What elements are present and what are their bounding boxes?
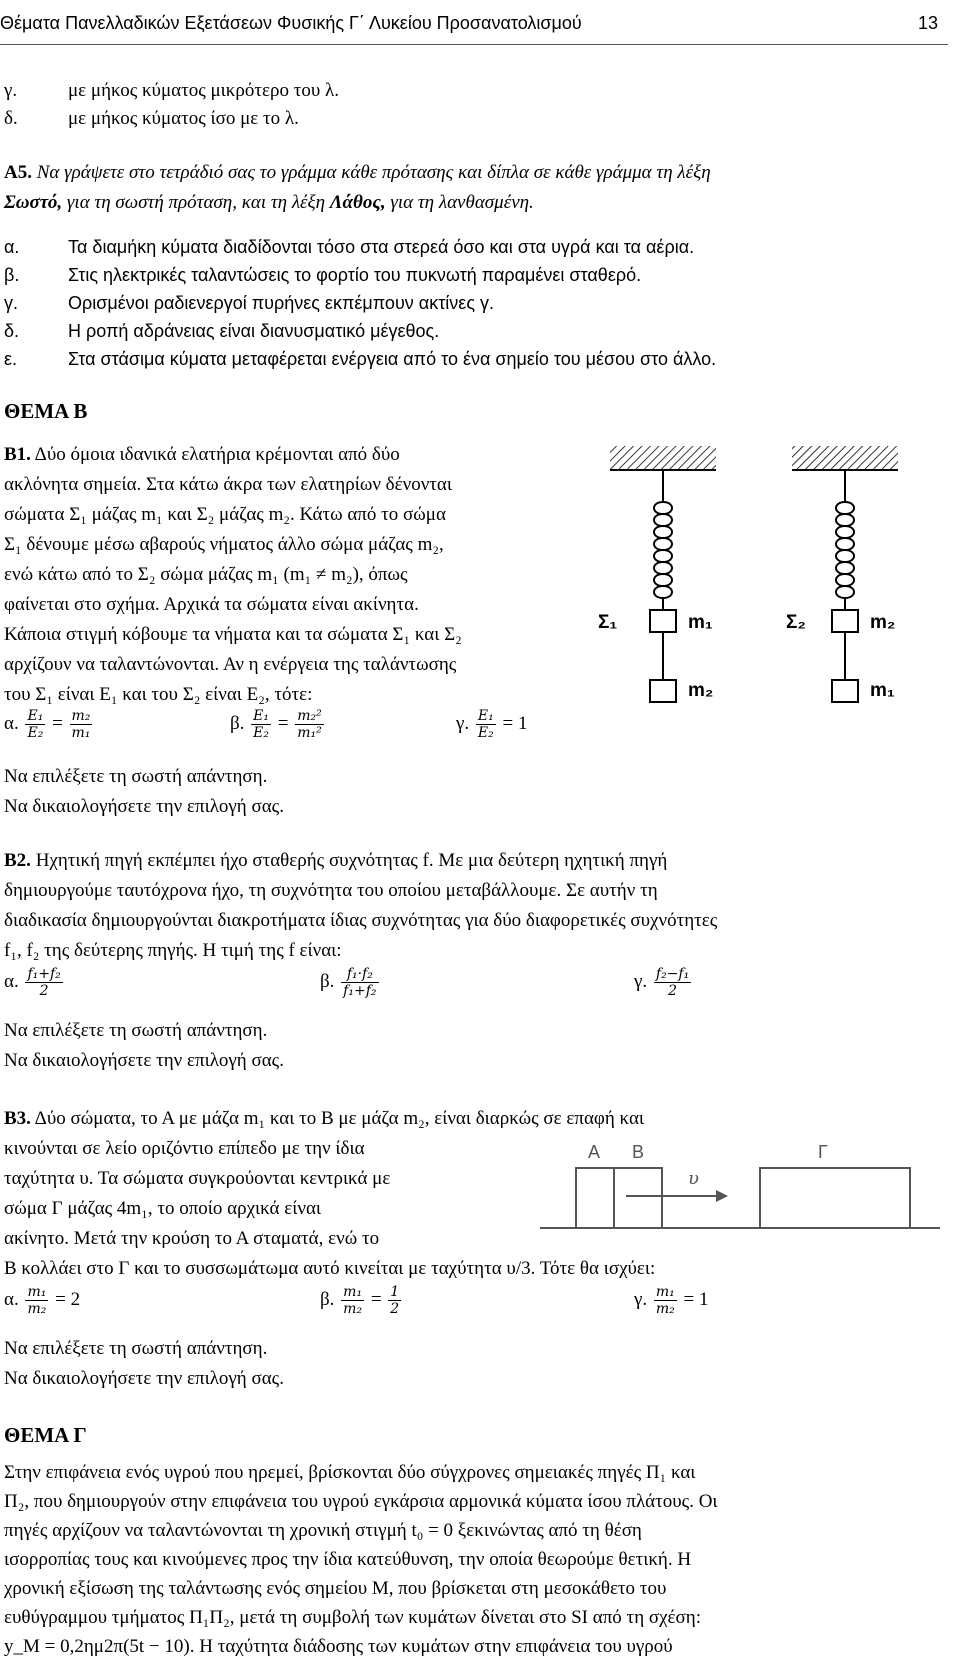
ceiling-right — [792, 446, 898, 470]
option-label: δ. — [4, 108, 18, 129]
b1-justify-instruction: Να δικαιολογήσετε την επιλογή σας. — [4, 796, 284, 817]
g-line: y_M = 0,2ημ2π(5t − 10). Η ταχύτητα διάδοσης των κυμάτων στην επιφάνεια του υγρού — [4, 1636, 673, 1657]
option-label: γ. — [456, 712, 470, 734]
mass-block-right-upper — [832, 610, 858, 632]
denominator: 2 — [668, 983, 678, 999]
equals: = — [370, 1288, 382, 1310]
fraction — [654, 1284, 677, 1317]
option-label: γ. — [4, 80, 18, 101]
rhs: = 1 — [683, 1288, 709, 1310]
mass-block-left-upper — [650, 610, 676, 632]
b1-text — [4, 440, 590, 710]
b3-line: ακίνητο. Μετά την κρούση το Α σταματά, ενώ το — [4, 1228, 380, 1249]
b1-spring-figure — [598, 430, 938, 730]
b3-option-b — [320, 1284, 403, 1317]
b3-choose-instruction: Να επιλέξετε τη σωστή απάντηση. — [4, 1338, 268, 1359]
statement-label: β. — [4, 265, 20, 285]
label-body-b: Β — [632, 1142, 645, 1162]
option-label: α. — [4, 1288, 19, 1310]
numerator: E₁ — [27, 708, 44, 724]
b3-text-wrapped — [4, 1134, 504, 1254]
label-m2-right: m₂ — [870, 612, 896, 633]
mass-block-right-lower — [832, 680, 858, 702]
b2-option-b — [320, 966, 381, 999]
option-label: γ. — [634, 970, 648, 992]
equals: = 1 — [502, 712, 528, 734]
b1-line: σώματα Σ₁ μάζας m₁ και Σ₂ μάζας m₂. Κάτω από το σώμα — [4, 504, 446, 525]
numerator: E₁ — [477, 708, 494, 724]
option-label: γ. — [634, 1288, 648, 1310]
label-sigma-1: Σ₁ — [598, 612, 618, 633]
b1-line: Δύο όμοια ιδανικά ελατήρια κρέμονται από δύο — [34, 444, 400, 465]
denominator: E₂ — [477, 725, 494, 741]
denominator: m₁ — [71, 725, 91, 741]
label-m1-left: m₁ — [688, 612, 713, 633]
label-body-g: Γ — [818, 1142, 828, 1162]
a5-instruction-text: για τη λανθασμένη. — [390, 192, 534, 213]
fraction — [341, 966, 378, 999]
a4-option-d — [4, 104, 299, 134]
b2-line: f₁, f₂ της δεύτερης πηγής. Η τιμή της f είναι: — [4, 940, 342, 961]
a5-instruction-text: Να γράψετε στο τετράδιό σας το γράμμα κάθε πρότασης και δίπλα σε κάθε γράμμα τη λέξη — [36, 162, 711, 183]
b3-line: Δύο σώματα, το Α με μάζα m₁ και το Β με μάζα m₂, είναι διαρκώς σε επαφή και — [34, 1108, 645, 1129]
a5-statement — [4, 316, 439, 346]
numerator: m₁ — [343, 1284, 363, 1300]
fraction — [70, 708, 93, 741]
numerator: 1 — [390, 1284, 400, 1300]
b1-line: φαίνεται στο σχήμα. Αρχικά τα σώματα είναι ακίνητα. — [4, 594, 419, 615]
option-text: με μήκος κύματος μικρότερο του λ. — [68, 80, 339, 101]
denominator: E₂ — [27, 725, 44, 741]
a5-statement — [4, 260, 641, 290]
option-label: α. — [4, 712, 19, 734]
fraction — [25, 708, 45, 741]
denominator: m₂ — [655, 1301, 675, 1317]
b3-line: σώμα Γ μάζας 4m₁, το οποίο αρχικά είναι — [4, 1198, 322, 1219]
correct-word: Σωστό, — [4, 192, 63, 213]
g-intro-text — [4, 1458, 948, 1661]
a4-option-g — [4, 76, 339, 106]
option-text: με μήκος κύματος ίσο με το λ. — [68, 108, 299, 129]
b1-line: ακλόνητα σημεία. Στα κάτω άκρα των ελατηρίων δένονται — [4, 474, 452, 495]
statement-label: ε. — [4, 349, 18, 369]
fraction — [295, 708, 324, 741]
denominator: 2 — [39, 983, 49, 999]
b1-line: Σ₁ δένουμε μέσω αβαρούς νήματος άλλο σώμα μάζας m₂, — [4, 534, 444, 555]
b2-line: Ηχητική πηγή εκπέμπει ήχο σταθερής συχνότητας f. Με μια δεύτερη ηχητική πηγή — [35, 850, 668, 871]
numerator: m₂ — [71, 708, 91, 724]
numerator: f₂−f₁ — [655, 966, 690, 982]
g-line: Στην επιφάνεια ενός υγρού που ηρεμεί, βρίσκονται δύο σύγχρονες σημειακές πηγές Π₁ και — [4, 1462, 696, 1483]
b3-text-line-1 — [4, 1104, 948, 1134]
denominator: m₂ — [343, 1301, 363, 1317]
ceiling-left — [610, 446, 716, 470]
g-line: πηγές αρχίζουν να ταλαντώνονται τη χρονική στιγμή t₀ = 0 ξεκινώντας από τη θέση — [4, 1520, 642, 1541]
option-label: α. — [4, 970, 19, 992]
denominator: m₂ — [27, 1301, 47, 1317]
b3-collision-figure — [540, 1140, 940, 1256]
b1-choose-instruction: Να επιλέξετε τη σωστή απάντηση. — [4, 766, 268, 787]
statement-label: α. — [4, 237, 20, 257]
fraction — [388, 1284, 401, 1317]
statement-label: γ. — [4, 293, 19, 313]
g-line: Π₂, που δημιουργούν στην επιφάνεια του υγρού εγκάρσια αρμονικά κύματα ίσου πλάτους. Οι — [4, 1491, 718, 1512]
block-g — [760, 1168, 910, 1228]
label-velocity: υ — [688, 1168, 699, 1189]
rhs: = 2 — [55, 1288, 81, 1310]
g-line: χρονική εξίσωση της ταλάντωσης ενός σημείου Μ, που βρίσκεται στη μεσοκάθετο του — [4, 1578, 667, 1599]
b1-line: αρχίζουν να ταλαντώνονται. Αν η ενέργεια της ταλάντωσης — [4, 654, 457, 675]
label-m1-right: m₁ — [870, 680, 895, 701]
a5-instruction-line-1 — [4, 158, 711, 188]
numerator: m₁ — [27, 1284, 47, 1300]
fraction — [341, 1284, 364, 1317]
wrong-word: Λάθος, — [329, 192, 386, 213]
b1-label: Β1. — [4, 444, 31, 465]
b3-option-g — [634, 1284, 709, 1317]
page-header — [0, 4, 948, 45]
b2-option-a — [4, 966, 65, 999]
a5-statement — [4, 344, 716, 374]
b1-line: ενώ κάτω από το Σ₂ σώμα μάζας m₁ (m₁ ≠ m₂), όπως — [4, 564, 408, 585]
label-body-a: Α — [588, 1142, 601, 1162]
a5-statement — [4, 232, 694, 262]
statement-text: Η ροπή αδράνειας είναι διανυσματικό μέγεθος. — [68, 321, 440, 341]
statement-text: Τα διαμήκη κύματα διαδίδονται τόσο στα στερεά όσο και στα υγρά και τα αέρια. — [68, 237, 695, 257]
b2-choose-instruction: Να επιλέξετε τη σωστή απάντηση. — [4, 1020, 268, 1041]
b3-line: Β κολλάει στο Γ και το συσσωμάτωμα αυτό κινείται με ταχύτητα υ/3. Τότε θα ισχύει: — [4, 1258, 656, 1279]
b2-label: Β2. — [4, 850, 31, 871]
option-label: β. — [320, 1288, 335, 1310]
a5-instruction-text: για τη σωστή πρόταση, και τη λέξη — [66, 192, 326, 213]
spring-left — [654, 470, 672, 610]
fraction — [476, 708, 496, 741]
b2-justify-instruction: Να δικαιολογήσετε την επιλογή σας. — [4, 1050, 284, 1071]
velocity-arrowhead — [716, 1190, 728, 1202]
denominator: m₁² — [297, 725, 322, 741]
statement-label: δ. — [4, 321, 20, 341]
denominator: 2 — [390, 1301, 400, 1317]
statement-text: Στα στάσιμα κύματα μεταφέρεται ενέργεια από το ένα σημείο του μέσου στο άλλο. — [68, 349, 717, 369]
theme-g-heading: ΘΕΜΑ Γ — [4, 1423, 87, 1447]
a5-label: Α5. — [4, 162, 32, 183]
label-m2-left: m₂ — [688, 680, 714, 701]
b1-line: του Σ₁ είναι E₁ και του Σ₂ είναι E₂, τότε: — [4, 684, 313, 705]
a5-statement — [4, 288, 494, 318]
g-line: ευθύγραμμου τμήματος Π₁Π₂, μετά τη συμβολή των κυμάτων δίνεται στο SI από τη σχέση: — [4, 1607, 701, 1628]
numerator: m₂² — [297, 708, 322, 724]
b2-line: διαδικασία δημιουργούνται διακροτήματα ίδιας συχνότητας για δύο διαφορετικές συχνότητες — [4, 910, 718, 931]
b3-line: ταχύτητα υ. Τα σώματα συγκρούονται κεντρικά με — [4, 1168, 391, 1189]
denominator: E₂ — [253, 725, 270, 741]
b1-option-b — [230, 708, 326, 741]
spring-right — [836, 470, 854, 610]
numerator: f₁·f₂ — [341, 966, 378, 983]
numerator: m₁ — [655, 1284, 675, 1300]
label-sigma-2: Σ₂ — [786, 612, 806, 633]
fraction — [251, 708, 271, 741]
b3-option-a — [4, 1284, 80, 1317]
b2-text — [4, 846, 948, 966]
statement-text: Στις ηλεκτρικές ταλαντώσεις το φορτίο του πυκνωτή παραμένει σταθερό. — [68, 265, 642, 285]
b2-option-g — [634, 966, 693, 999]
block-b — [614, 1168, 662, 1228]
fraction — [25, 966, 62, 999]
b1-option-g — [456, 708, 527, 741]
theme-b-heading: ΘΕΜΑ Β — [4, 399, 88, 423]
mass-block-left-lower — [650, 680, 676, 702]
fraction — [25, 1284, 48, 1317]
equals: = — [52, 712, 63, 734]
statement-text: Ορισμένοι ραδιενεργοί πυρήνες εκπέμπουν ακτίνες γ. — [68, 293, 495, 313]
page-number: 13 — [917, 13, 938, 33]
b3-justify-instruction: Να δικαιολογήσετε την επιλογή σας. — [4, 1368, 284, 1389]
numerator: f₁+f₂ — [27, 966, 61, 982]
equals: = — [277, 712, 289, 734]
header-title: Θέματα Πανελλαδικών Εξετάσεων Φυσικής Γ΄ Λυκείου Προσανατολισμού — [0, 13, 582, 33]
numerator: E₁ — [253, 708, 270, 724]
fraction — [654, 966, 691, 999]
g-line: ισορροπίας τους και κινούμενες προς την ίδια κατεύθυνση, την οποία θεωρούμε θετική. Η — [4, 1549, 692, 1570]
b3-line: κινούνται σε λείο οριζόντιο επίπεδο με την ίδια — [4, 1138, 365, 1159]
b1-line: Κάποια στιγμή κόβουμε τα νήματα και τα σώματα Σ₁ και Σ₂ — [4, 624, 462, 645]
denominator: f₁+f₂ — [343, 983, 377, 999]
block-a — [576, 1168, 614, 1228]
b2-line: δημιουργούμε ταυτόχρονα ήχο, τη συχνότητα του οποίου μεταβάλλουμε. Σε αυτήν τη — [4, 880, 658, 901]
b3-label: Β3. — [4, 1108, 31, 1129]
a5-instruction-line-2 — [4, 188, 534, 218]
option-label: β. — [320, 970, 335, 992]
option-label: β. — [230, 712, 245, 734]
b1-option-a — [4, 708, 94, 741]
